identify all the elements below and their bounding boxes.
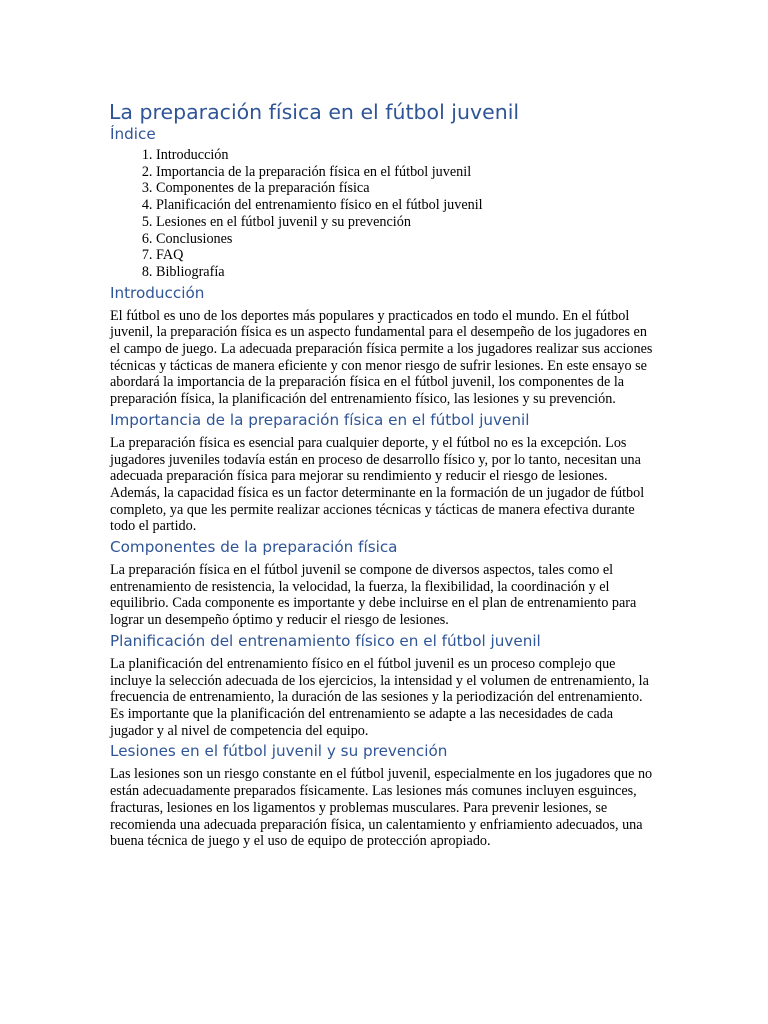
index-item: 3. Componentes de la preparación física	[156, 180, 658, 197]
section-heading: Componentes de la preparación física	[110, 538, 398, 557]
index-item: 7. FAQ	[156, 247, 658, 264]
section-lesiones	[110, 741, 658, 850]
index-item: 6. Conclusiones	[156, 231, 658, 248]
section-body: El fútbol es uno de los deportes más populares y practicados en todo el mundo. En el fútbol juvenil, la preparación física es un aspecto fundamental para el desempeño de los jugadores en el campo de juego. La adecuada preparación física permite a los jugadores realizar sus acciones técnicas y tácticas de manera eficiente y con menor riesgo de sufrir lesiones. En este ensayo se abordará la importancia de la preparación física en el fútbol juvenil, los componentes de la preparación física, la planificación del entrenamiento físico, las lesiones y su prevención.	[110, 307, 653, 408]
index-list	[110, 147, 658, 281]
section-planificacion	[110, 631, 658, 740]
section-componentes	[110, 537, 658, 629]
index-item: 5. Lesiones en el fútbol juvenil y su prevención	[156, 214, 658, 231]
section-heading: Lesiones en el fútbol juvenil y su prevención	[110, 742, 448, 761]
index-heading: Índice	[110, 125, 156, 143]
section-importancia	[110, 410, 658, 535]
index-item: 4. Planificación del entrenamiento físico en el fútbol juvenil	[156, 197, 658, 214]
index-item: 1. Introducción	[156, 147, 658, 164]
index-item: 8. Bibliografía	[156, 264, 658, 281]
section-body: La planificación del entrenamiento físico en el fútbol juvenil es un proceso complejo que incluye la selección adecuada de los ejercicios, la intensidad y el volumen de entrenamiento, la frecuencia de entrenamiento, la duración de las sesiones y la periodización del entrenamiento. Es importante que la planificación del entrenamiento se adapte a las necesidades de cada jugador y al nivel de competencia del equipo.	[110, 655, 649, 739]
index-item: 2. Importancia de la preparación física en el fútbol juvenil	[156, 164, 658, 181]
section-heading: Importancia de la preparación física en el fútbol juvenil	[110, 410, 530, 429]
section-body: La preparación física en el fútbol juvenil se compone de diversos aspectos, tales como el entrenamiento de resistencia, la velocidad, la fuerza, la flexibilidad, la coordinación y el equilibrio. Cada componente es importante y debe incluirse en el plan de entrenamiento para lograr un desempeño óptimo y reducir el riesgo de lesiones.	[110, 562, 637, 629]
section-body: La preparación física es esencial para cualquier deporte, y el fútbol no es la excepción. Los jugadores juveniles todavía están en proceso de desarrollo físico y, por lo tanto, necesitan una adecuada preparación física para mejorar su rendimiento y reducir el riesgo de lesiones. Además, la capacidad física es un factor determinante en la formación de un jugador de fútbol completo, ya que les permite realizar acciones técnicas y tácticas de manera efectiva durante todo el partido.	[110, 434, 645, 535]
section-heading: Introducción	[110, 283, 205, 302]
section-heading: Planificación del entrenamiento físico en el fútbol juvenil	[110, 631, 541, 650]
section-body: Las lesiones son un riesgo constante en el fútbol juvenil, especialmente en los jugadores que no están adecuadamente preparados físicamente. Las lesiones más comunes incluyen esguinces, fracturas, lesiones en los ligamentos y problemas musculares. Para prevenir lesiones, se recomienda una adecuada preparación física, un calentamiento y enfriamiento adecuados, una buena técnica de juego y el uso de equipo de protección apropiado.	[110, 766, 653, 850]
document-title: La preparación física en el fútbol juvenil	[109, 100, 520, 124]
section-introduccion	[110, 283, 658, 408]
